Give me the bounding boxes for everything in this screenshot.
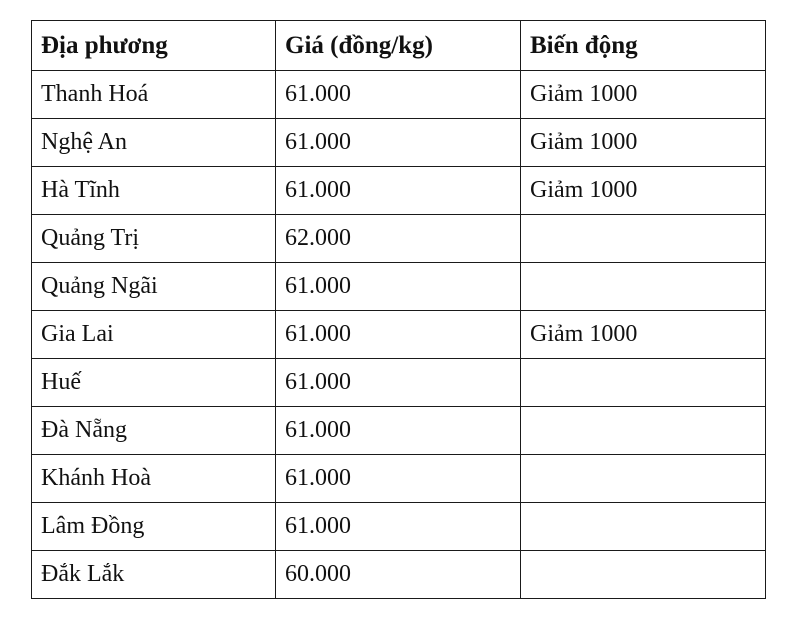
price-table — [31, 20, 766, 599]
cell-price: 61.000 — [276, 359, 521, 407]
cell-price: 62.000 — [276, 215, 521, 263]
cell-location: Đà Nẵng — [32, 407, 276, 455]
cell-location: Đắk Lắk — [32, 551, 276, 599]
table-row — [32, 71, 766, 119]
table-row — [32, 407, 766, 455]
cell-price: 61.000 — [276, 167, 521, 215]
cell-location: Lâm Đồng — [32, 503, 276, 551]
table-row — [32, 263, 766, 311]
table-row — [32, 503, 766, 551]
table-row — [32, 215, 766, 263]
cell-change: Giảm 1000 — [521, 167, 766, 215]
cell-price: 61.000 — [276, 263, 521, 311]
cell-change — [521, 551, 766, 599]
cell-change: Giảm 1000 — [521, 311, 766, 359]
table-header-row — [32, 21, 766, 71]
cell-change: Giảm 1000 — [521, 119, 766, 167]
cell-price: 61.000 — [276, 503, 521, 551]
cell-location: Huế — [32, 359, 276, 407]
cell-location: Hà Tĩnh — [32, 167, 276, 215]
cell-location: Quảng Trị — [32, 215, 276, 263]
cell-change — [521, 359, 766, 407]
header-price: Giá (đồng/kg) — [276, 21, 521, 71]
table-row — [32, 167, 766, 215]
cell-location: Khánh Hoà — [32, 455, 276, 503]
cell-location: Quảng Ngãi — [32, 263, 276, 311]
table-row — [32, 311, 766, 359]
cell-change — [521, 215, 766, 263]
cell-change — [521, 263, 766, 311]
cell-price: 61.000 — [276, 407, 521, 455]
cell-location: Nghệ An — [32, 119, 276, 167]
cell-price: 60.000 — [276, 551, 521, 599]
header-location: Địa phương — [32, 21, 276, 71]
table-row — [32, 119, 766, 167]
cell-change: Giảm 1000 — [521, 71, 766, 119]
header-change: Biến động — [521, 21, 766, 71]
cell-location: Gia Lai — [32, 311, 276, 359]
cell-change — [521, 407, 766, 455]
cell-price: 61.000 — [276, 455, 521, 503]
cell-change — [521, 503, 766, 551]
table-row — [32, 359, 766, 407]
cell-price: 61.000 — [276, 311, 521, 359]
cell-price: 61.000 — [276, 119, 521, 167]
cell-price: 61.000 — [276, 71, 521, 119]
cell-location: Thanh Hoá — [32, 71, 276, 119]
cell-change — [521, 455, 766, 503]
table-row — [32, 455, 766, 503]
table-row — [32, 551, 766, 599]
